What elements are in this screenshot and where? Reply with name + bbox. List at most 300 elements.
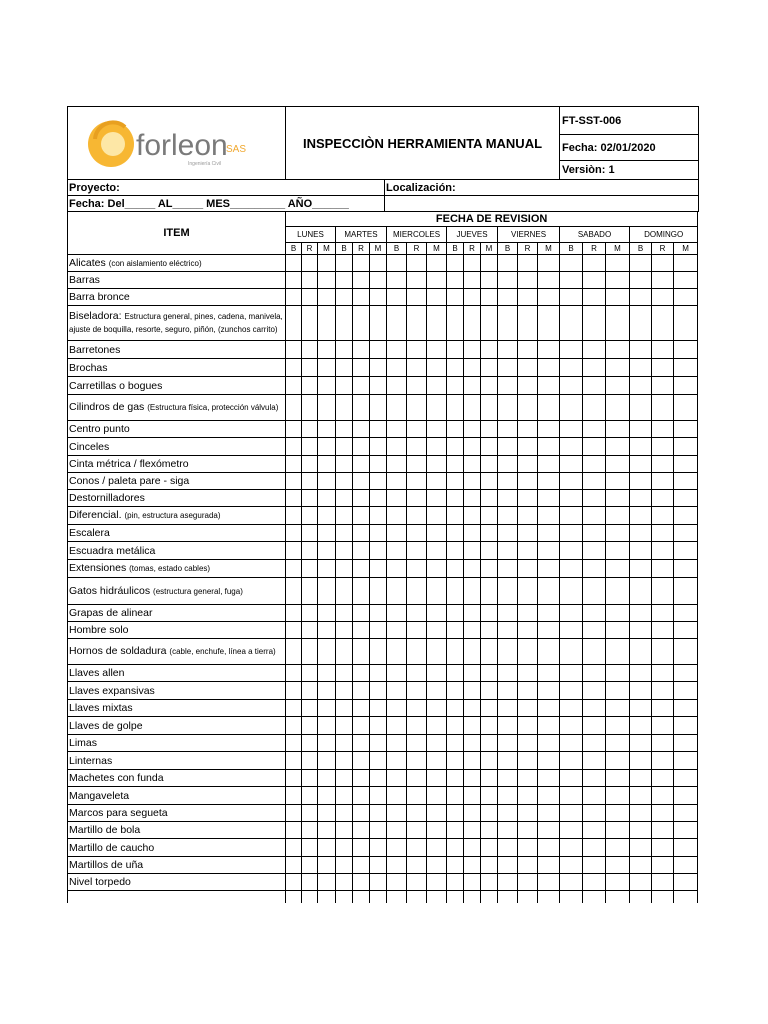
check-cell[interactable] [318, 787, 336, 805]
check-cell[interactable] [302, 377, 318, 395]
check-cell[interactable] [387, 717, 407, 735]
check-cell[interactable] [387, 421, 407, 438]
check-cell[interactable] [447, 525, 464, 542]
check-cell[interactable] [583, 272, 606, 289]
check-cell[interactable] [427, 560, 447, 578]
check-cell[interactable] [407, 395, 427, 421]
check-cell[interactable] [302, 605, 318, 622]
check-cell[interactable] [583, 839, 606, 857]
check-cell[interactable] [606, 306, 630, 341]
check-cell[interactable] [583, 717, 606, 735]
check-cell[interactable] [464, 857, 481, 874]
check-cell[interactable] [652, 770, 674, 787]
check-cell[interactable] [286, 787, 302, 805]
check-cell[interactable] [427, 639, 447, 665]
check-cell[interactable] [407, 770, 427, 787]
check-cell[interactable] [427, 665, 447, 682]
check-cell[interactable] [652, 752, 674, 770]
check-cell[interactable] [630, 700, 652, 717]
check-cell[interactable] [560, 717, 583, 735]
check-cell[interactable] [674, 255, 698, 272]
check-cell[interactable] [387, 622, 407, 639]
check-cell[interactable] [370, 717, 387, 735]
check-cell[interactable] [370, 682, 387, 700]
check-cell[interactable] [538, 272, 560, 289]
check-cell[interactable] [606, 473, 630, 490]
check-cell[interactable] [336, 682, 353, 700]
check-cell[interactable] [447, 874, 464, 891]
check-cell[interactable] [302, 272, 318, 289]
check-cell[interactable] [464, 421, 481, 438]
check-cell[interactable] [387, 639, 407, 665]
check-cell[interactable] [387, 272, 407, 289]
check-cell[interactable] [630, 874, 652, 891]
check-cell[interactable] [387, 605, 407, 622]
check-cell[interactable] [481, 272, 498, 289]
check-cell[interactable] [674, 490, 698, 507]
check-cell[interactable] [498, 456, 518, 473]
check-cell[interactable] [427, 622, 447, 639]
check-cell[interactable] [447, 717, 464, 735]
check-cell[interactable] [560, 682, 583, 700]
check-cell[interactable] [674, 525, 698, 542]
check-cell[interactable] [464, 507, 481, 525]
check-cell[interactable] [674, 359, 698, 377]
check-cell[interactable] [464, 395, 481, 421]
check-cell[interactable] [370, 525, 387, 542]
check-cell[interactable] [606, 605, 630, 622]
check-cell[interactable] [407, 421, 427, 438]
check-cell[interactable] [583, 700, 606, 717]
check-cell[interactable] [286, 578, 302, 605]
check-cell[interactable] [583, 822, 606, 839]
check-cell[interactable] [674, 456, 698, 473]
check-cell[interactable] [518, 490, 538, 507]
check-cell[interactable] [353, 341, 370, 359]
check-cell[interactable] [387, 395, 407, 421]
check-cell[interactable] [652, 605, 674, 622]
check-cell[interactable] [583, 682, 606, 700]
check-cell[interactable] [407, 622, 427, 639]
check-cell[interactable] [481, 874, 498, 891]
check-cell[interactable] [481, 578, 498, 605]
check-cell[interactable] [481, 255, 498, 272]
check-cell[interactable] [447, 438, 464, 456]
check-cell[interactable] [481, 490, 498, 507]
check-cell[interactable] [447, 770, 464, 787]
check-cell[interactable] [498, 752, 518, 770]
check-cell[interactable] [407, 507, 427, 525]
check-cell[interactable] [286, 289, 302, 306]
check-cell[interactable] [427, 456, 447, 473]
check-cell[interactable] [353, 289, 370, 306]
check-cell[interactable] [370, 377, 387, 395]
check-cell[interactable] [353, 665, 370, 682]
check-cell[interactable] [481, 770, 498, 787]
check-cell[interactable] [447, 735, 464, 752]
check-cell[interactable] [498, 438, 518, 456]
check-cell[interactable] [318, 839, 336, 857]
check-cell[interactable] [583, 560, 606, 578]
check-cell[interactable] [464, 578, 481, 605]
check-cell[interactable] [447, 341, 464, 359]
check-cell[interactable] [336, 665, 353, 682]
check-cell[interactable] [560, 787, 583, 805]
check-cell[interactable] [302, 490, 318, 507]
check-cell[interactable] [353, 255, 370, 272]
check-cell[interactable] [606, 456, 630, 473]
check-cell[interactable] [630, 578, 652, 605]
check-cell[interactable] [286, 717, 302, 735]
check-cell[interactable] [606, 421, 630, 438]
check-cell[interactable] [560, 272, 583, 289]
check-cell[interactable] [538, 507, 560, 525]
check-cell[interactable] [498, 682, 518, 700]
check-cell[interactable] [583, 456, 606, 473]
check-cell[interactable] [302, 289, 318, 306]
check-cell[interactable] [407, 473, 427, 490]
check-cell[interactable] [353, 507, 370, 525]
check-cell[interactable] [387, 473, 407, 490]
check-cell[interactable] [387, 857, 407, 874]
check-cell[interactable] [498, 473, 518, 490]
check-cell[interactable] [318, 438, 336, 456]
check-cell[interactable] [387, 752, 407, 770]
check-cell[interactable] [560, 377, 583, 395]
check-cell[interactable] [518, 770, 538, 787]
check-cell[interactable] [583, 665, 606, 682]
check-cell[interactable] [286, 359, 302, 377]
check-cell[interactable] [353, 359, 370, 377]
check-cell[interactable] [583, 805, 606, 822]
check-cell[interactable] [353, 490, 370, 507]
check-cell[interactable] [302, 456, 318, 473]
check-cell[interactable] [652, 717, 674, 735]
check-cell[interactable] [518, 560, 538, 578]
check-cell[interactable] [336, 770, 353, 787]
check-cell[interactable] [630, 787, 652, 805]
check-cell[interactable] [302, 622, 318, 639]
check-cell[interactable] [518, 341, 538, 359]
check-cell[interactable] [652, 359, 674, 377]
check-cell[interactable] [387, 560, 407, 578]
check-cell[interactable] [518, 456, 538, 473]
check-cell[interactable] [583, 490, 606, 507]
check-cell[interactable] [464, 525, 481, 542]
check-cell[interactable] [318, 341, 336, 359]
check-cell[interactable] [518, 289, 538, 306]
check-cell[interactable] [674, 560, 698, 578]
check-cell[interactable] [674, 289, 698, 306]
check-cell[interactable] [286, 542, 302, 560]
check-cell[interactable] [336, 857, 353, 874]
check-cell[interactable] [427, 377, 447, 395]
check-cell[interactable] [498, 255, 518, 272]
check-cell[interactable] [606, 822, 630, 839]
check-cell[interactable] [538, 421, 560, 438]
check-cell[interactable] [464, 560, 481, 578]
check-cell[interactable] [407, 700, 427, 717]
check-cell[interactable] [427, 306, 447, 341]
check-cell[interactable] [464, 787, 481, 805]
check-cell[interactable] [652, 822, 674, 839]
check-cell[interactable] [336, 421, 353, 438]
check-cell[interactable] [387, 456, 407, 473]
check-cell[interactable] [318, 359, 336, 377]
check-cell[interactable] [286, 857, 302, 874]
check-cell[interactable] [606, 639, 630, 665]
check-cell[interactable] [583, 752, 606, 770]
check-cell[interactable] [336, 752, 353, 770]
check-cell[interactable] [464, 289, 481, 306]
check-cell[interactable] [674, 605, 698, 622]
check-cell[interactable] [336, 490, 353, 507]
check-cell[interactable] [606, 805, 630, 822]
check-cell[interactable] [302, 542, 318, 560]
check-cell[interactable] [464, 473, 481, 490]
check-cell[interactable] [427, 717, 447, 735]
check-cell[interactable] [387, 359, 407, 377]
check-cell[interactable] [652, 639, 674, 665]
check-cell[interactable] [387, 306, 407, 341]
check-cell[interactable] [630, 560, 652, 578]
check-cell[interactable] [286, 306, 302, 341]
check-cell[interactable] [447, 395, 464, 421]
check-cell[interactable] [387, 822, 407, 839]
check-cell[interactable] [606, 752, 630, 770]
check-cell[interactable] [302, 839, 318, 857]
check-cell[interactable] [353, 456, 370, 473]
check-cell[interactable] [302, 874, 318, 891]
check-cell[interactable] [560, 456, 583, 473]
check-cell[interactable] [674, 421, 698, 438]
check-cell[interactable] [286, 874, 302, 891]
check-cell[interactable] [652, 735, 674, 752]
check-cell[interactable] [427, 578, 447, 605]
check-cell[interactable] [538, 622, 560, 639]
check-cell[interactable] [464, 717, 481, 735]
check-cell[interactable] [518, 717, 538, 735]
check-cell[interactable] [370, 255, 387, 272]
check-cell[interactable] [652, 341, 674, 359]
check-cell[interactable] [387, 341, 407, 359]
check-cell[interactable] [583, 341, 606, 359]
check-cell[interactable] [370, 770, 387, 787]
check-cell[interactable] [318, 639, 336, 665]
check-cell[interactable] [318, 272, 336, 289]
check-cell[interactable] [538, 395, 560, 421]
check-cell[interactable] [407, 359, 427, 377]
check-cell[interactable] [407, 682, 427, 700]
check-cell[interactable] [353, 752, 370, 770]
check-cell[interactable] [560, 805, 583, 822]
check-cell[interactable] [447, 605, 464, 622]
check-cell[interactable] [318, 377, 336, 395]
check-cell[interactable] [583, 787, 606, 805]
check-cell[interactable] [407, 857, 427, 874]
check-cell[interactable] [353, 473, 370, 490]
check-cell[interactable] [318, 822, 336, 839]
check-cell[interactable] [353, 377, 370, 395]
check-cell[interactable] [302, 717, 318, 735]
check-cell[interactable] [652, 839, 674, 857]
check-cell[interactable] [427, 787, 447, 805]
check-cell[interactable] [387, 490, 407, 507]
check-cell[interactable] [606, 377, 630, 395]
check-cell[interactable] [353, 605, 370, 622]
check-cell[interactable] [302, 473, 318, 490]
check-cell[interactable] [286, 639, 302, 665]
check-cell[interactable] [630, 289, 652, 306]
project-field[interactable]: Proyecto: [68, 180, 385, 196]
check-cell[interactable] [674, 770, 698, 787]
check-cell[interactable] [387, 438, 407, 456]
check-cell[interactable] [336, 438, 353, 456]
check-cell[interactable] [464, 874, 481, 891]
check-cell[interactable] [336, 735, 353, 752]
check-cell[interactable] [538, 377, 560, 395]
check-cell[interactable] [447, 490, 464, 507]
check-cell[interactable] [464, 770, 481, 787]
check-cell[interactable] [427, 805, 447, 822]
check-cell[interactable] [498, 700, 518, 717]
check-cell[interactable] [302, 665, 318, 682]
check-cell[interactable] [481, 839, 498, 857]
check-cell[interactable] [583, 289, 606, 306]
check-cell[interactable] [674, 665, 698, 682]
check-cell[interactable] [538, 874, 560, 891]
check-cell[interactable] [353, 770, 370, 787]
check-cell[interactable] [481, 560, 498, 578]
check-cell[interactable] [518, 578, 538, 605]
check-cell[interactable] [652, 787, 674, 805]
check-cell[interactable] [583, 605, 606, 622]
check-cell[interactable] [652, 289, 674, 306]
check-cell[interactable] [583, 255, 606, 272]
check-cell[interactable] [353, 525, 370, 542]
check-cell[interactable] [630, 605, 652, 622]
check-cell[interactable] [481, 822, 498, 839]
check-cell[interactable] [606, 490, 630, 507]
check-cell[interactable] [302, 421, 318, 438]
check-cell[interactable] [387, 839, 407, 857]
check-cell[interactable] [481, 735, 498, 752]
check-cell[interactable] [652, 377, 674, 395]
check-cell[interactable] [286, 839, 302, 857]
check-cell[interactable] [353, 682, 370, 700]
check-cell[interactable] [318, 490, 336, 507]
check-cell[interactable] [387, 700, 407, 717]
check-cell[interactable] [630, 822, 652, 839]
check-cell[interactable] [583, 473, 606, 490]
check-cell[interactable] [464, 542, 481, 560]
check-cell[interactable] [318, 578, 336, 605]
check-cell[interactable] [538, 717, 560, 735]
check-cell[interactable] [336, 822, 353, 839]
check-cell[interactable] [407, 735, 427, 752]
check-cell[interactable] [336, 377, 353, 395]
check-cell[interactable] [606, 717, 630, 735]
check-cell[interactable] [498, 857, 518, 874]
check-cell[interactable] [407, 717, 427, 735]
check-cell[interactable] [370, 874, 387, 891]
check-cell[interactable] [286, 377, 302, 395]
check-cell[interactable] [652, 421, 674, 438]
check-cell[interactable] [286, 438, 302, 456]
check-cell[interactable] [498, 306, 518, 341]
check-cell[interactable] [538, 770, 560, 787]
check-cell[interactable] [498, 490, 518, 507]
check-cell[interactable] [674, 717, 698, 735]
check-cell[interactable] [387, 805, 407, 822]
check-cell[interactable] [652, 560, 674, 578]
check-cell[interactable] [407, 306, 427, 341]
check-cell[interactable] [336, 507, 353, 525]
check-cell[interactable] [370, 700, 387, 717]
check-cell[interactable] [481, 752, 498, 770]
check-cell[interactable] [652, 255, 674, 272]
check-cell[interactable] [560, 874, 583, 891]
check-cell[interactable] [447, 507, 464, 525]
check-cell[interactable] [370, 752, 387, 770]
check-cell[interactable] [407, 665, 427, 682]
check-cell[interactable] [447, 359, 464, 377]
check-cell[interactable] [498, 605, 518, 622]
check-cell[interactable] [538, 542, 560, 560]
check-cell[interactable] [498, 735, 518, 752]
check-cell[interactable] [318, 525, 336, 542]
check-cell[interactable] [498, 665, 518, 682]
check-cell[interactable] [606, 665, 630, 682]
check-cell[interactable] [427, 682, 447, 700]
check-cell[interactable] [583, 578, 606, 605]
check-cell[interactable] [606, 578, 630, 605]
check-cell[interactable] [652, 805, 674, 822]
check-cell[interactable] [498, 622, 518, 639]
check-cell[interactable] [481, 622, 498, 639]
check-cell[interactable] [583, 857, 606, 874]
check-cell[interactable] [518, 542, 538, 560]
check-cell[interactable] [630, 805, 652, 822]
check-cell[interactable] [583, 395, 606, 421]
check-cell[interactable] [630, 359, 652, 377]
check-cell[interactable] [370, 289, 387, 306]
check-cell[interactable] [630, 473, 652, 490]
check-cell[interactable] [560, 822, 583, 839]
check-cell[interactable] [481, 805, 498, 822]
check-cell[interactable] [652, 857, 674, 874]
check-cell[interactable] [674, 874, 698, 891]
check-cell[interactable] [370, 578, 387, 605]
check-cell[interactable] [481, 456, 498, 473]
check-cell[interactable] [464, 272, 481, 289]
check-cell[interactable] [318, 770, 336, 787]
check-cell[interactable] [630, 421, 652, 438]
check-cell[interactable] [583, 770, 606, 787]
check-cell[interactable] [387, 377, 407, 395]
check-cell[interactable] [286, 770, 302, 787]
check-cell[interactable] [370, 456, 387, 473]
check-cell[interactable] [518, 665, 538, 682]
check-cell[interactable] [318, 289, 336, 306]
check-cell[interactable] [606, 341, 630, 359]
check-cell[interactable] [302, 735, 318, 752]
check-cell[interactable] [652, 578, 674, 605]
check-cell[interactable] [370, 560, 387, 578]
check-cell[interactable] [464, 377, 481, 395]
check-cell[interactable] [464, 438, 481, 456]
check-cell[interactable] [674, 377, 698, 395]
